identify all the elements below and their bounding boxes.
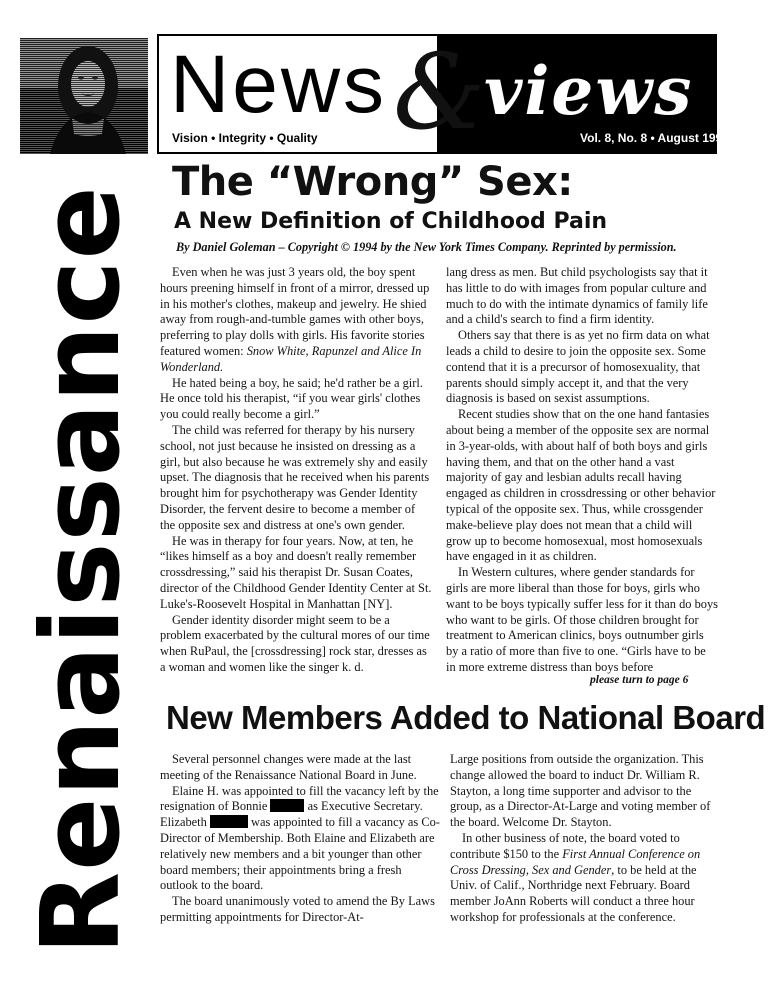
paragraph: In Western cultures, where gender standards for girls are more liberal than those for boys, girls who want to be boys typically suffer less for it than do boys who want to be girls. Of those children brought for treatment to American clinics, boys outnumber girls by a ratio of more than five to one. “Girls have to be in more extreme distress than boys before <box>446 565 718 674</box>
masthead-views: views <box>484 52 694 130</box>
paragraph: The board unanimously voted to amend the By Laws permitting appointments for Director-At- <box>160 894 435 924</box>
paragraph: Elaine H. was appointed to fill the vacancy left by the resignation of Bonnie as Executive Secretary. Elizabeth was appointed to fill a vacancy as Co-Director of Membership. Both Elaine and Elizabeth are relatively new members and a bit younger than other board members; their appointments bring a fresh outlook to the board. <box>160 783 440 893</box>
masthead-news: News <box>170 39 388 130</box>
paragraph: lang dress as men. But child psychologists say that it has little to do with images from popular culture and much to do with the intimate dynamics of family life and a child's search to find a firm identity. <box>446 265 708 327</box>
paragraph: In other business of note, the board voted to contribute $150 to the First Annual Conference on Cross Dressing, Sex and Gender, to be held at the Univ. of Calif., Northridge next February. Board member JoAnn Roberts will conduct a three hour workshop for professionals at the conference. <box>450 830 701 924</box>
paragraph: Several personnel changes were made at the last meeting of the Renaissance National Board in June. <box>160 752 417 782</box>
article-title: New Members Added to National Board <box>166 699 766 736</box>
article-byline: By Daniel Goleman – Copyright © 1994 by the New York Times Company. Reprinted by permission. <box>176 240 677 254</box>
masthead-ampersand: & <box>393 31 486 153</box>
article-title: The “Wrong” Sex: <box>172 159 573 205</box>
paragraph: Recent studies show that on the one hand fantasies about being a member of the opposite sex are normal in 3-year-olds, with about half of both boys and girls having them, and that on the other hand a vast majority of gay and lesbian adults recall having engaged as children in crossdressing or other behavior typical of the opposite sex. Thus, while crossgender make-believe play does not mean that a child will grow up to become homosexual, most homosexuals have engaged in it as children. <box>446 407 716 564</box>
redaction-bar <box>210 815 248 828</box>
paragraph: Gender identity disorder might seem to be a problem exacerbated by the cultural mores of our time when RuPaul, the [crossdressing] rock star, dresses as a woman and women like the singer k. d. <box>160 612 430 674</box>
article-column-1 <box>160 265 432 676</box>
continued-link[interactable]: please turn to page 6 <box>590 674 689 686</box>
paragraph: Even when he was just 3 years old, the boy spent hours preening himself in front of a mirror, dressed up in his mother's clothes, makeup and jewelry. He shied away from rough-and-tumble games with other boys, preferring to play dolls with girls. His favorite stories featured women: Snow White, Rapunzel and Alice In Wonderland. <box>160 265 430 374</box>
mona-lisa-image <box>20 38 148 154</box>
paragraph: Others say that there is as yet no firm data on what leads a child to desire to join the opposite sex. Some contend that it is a precursor of homosexuality, that parents should simply accept it, and that the very diagnosis is based on sexist assumptions. <box>446 328 710 406</box>
paragraph: He hated being a boy, he said; he'd rather be a girl. He once told his therapist, “if you wear girls' clothes you could really become a girl.” <box>160 375 423 422</box>
paragraph: The child was referred for therapy by his nursery school, not just because he insisted on dressing as a girl, but also because he was extremely shy and easily upset. The diagnosis that he received when his parents brought him for psychotherapy was Gender Identity Disorder, the fervent desire to become a member of the opposite sex and distress at one's own gender. <box>160 422 430 532</box>
issue-number: Vol. 8, No. 8 • August 1994 <box>580 131 729 145</box>
redaction-bar <box>270 799 304 812</box>
vertical-masthead-title: Renaissance <box>19 185 144 955</box>
article-column-1 <box>160 752 440 926</box>
article-subtitle: A New Definition of Childhood Pain <box>174 209 608 234</box>
paragraph: Large positions from outside the organization. This change allowed the board to induct Dr. William R. Stayton, a long time supporter and advisor to the group, as a Director-At-Large and voting member of the board. Welcome Dr. Stayton. <box>450 752 711 830</box>
article-column-2 <box>450 752 722 926</box>
masthead-tagline: Vision • Integrity • Quality <box>172 131 318 145</box>
paragraph: He was in therapy for four years. Now, at ten, he “likes himself as a boy and doesn't really remember crossdressing,” said his therapist Dr. Susan Coates, director of the Childhood Gender Identity Center at St. Luke's-Roosevelt Hospital in Manhattan [NY]. <box>160 533 432 611</box>
article-column-2 <box>446 265 718 676</box>
